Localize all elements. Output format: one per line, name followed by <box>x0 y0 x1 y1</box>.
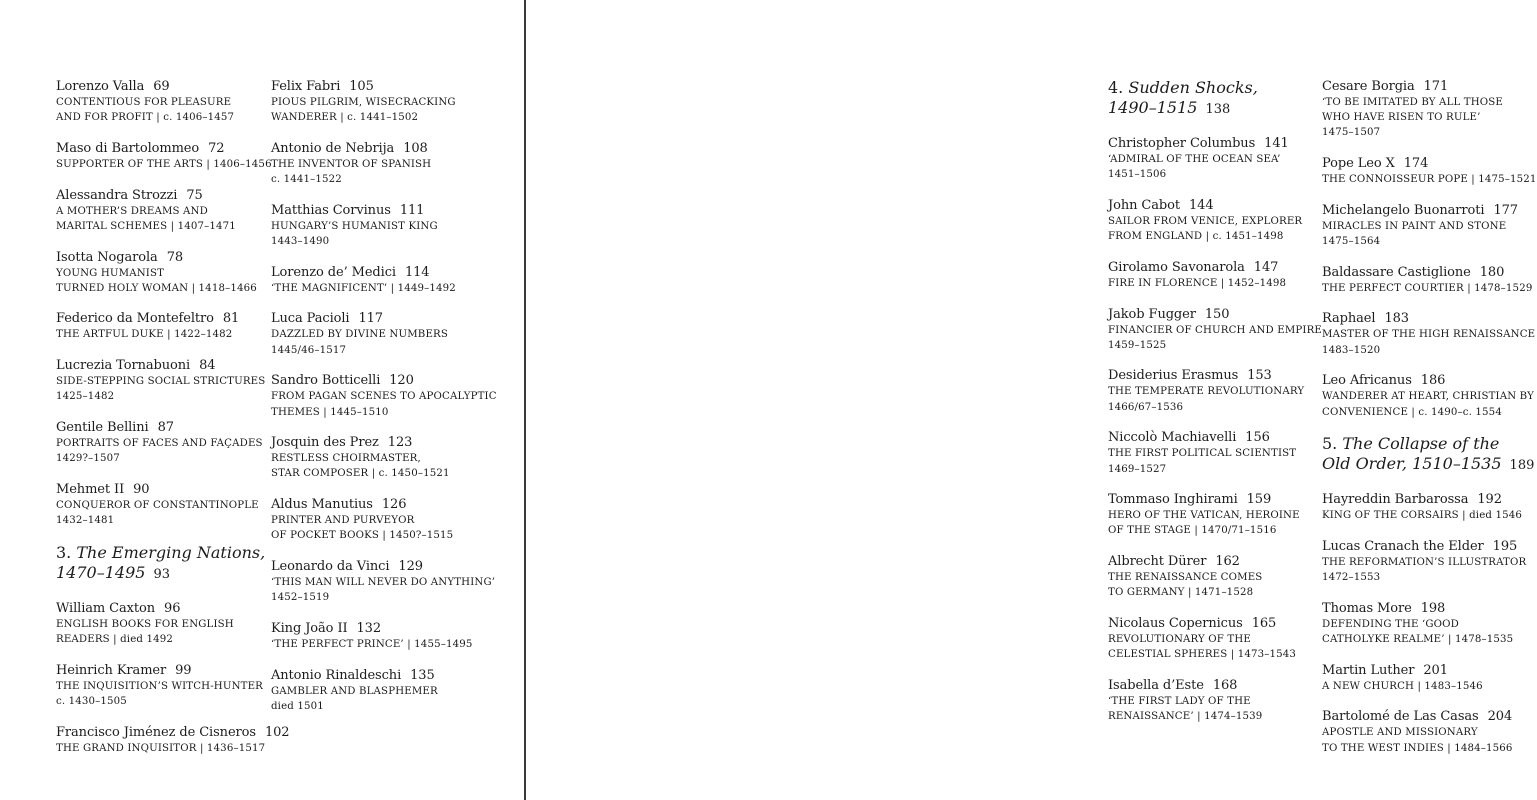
entry-description-line: DEFENDING THE ‘GOOD <box>1322 618 1459 630</box>
entry-description-line: died 1501 <box>271 700 324 712</box>
entry-description-line: PORTRAITS OF FACES AND FAÇADES <box>56 438 263 450</box>
section-number: 3. <box>56 542 72 562</box>
entry-name: Pope Leo X <box>1322 156 1395 172</box>
entry-description-line: THE GRAND INQUISITOR | 1436–1517 <box>56 742 266 754</box>
entry-description-line: APOSTLE AND MISSIONARY <box>1322 727 1478 739</box>
entry-name: Sandro Botticelli <box>271 373 381 389</box>
entry-heading <box>1108 615 1313 632</box>
entry-description-line: READERS | died 1492 <box>56 634 173 646</box>
entry-name: Christopher Columbus <box>1108 136 1256 151</box>
section-page-number: 93 <box>153 566 170 582</box>
entry-name: Nicolaus Copernicus <box>1108 616 1243 632</box>
entry-heading <box>1322 491 1527 508</box>
entry-name: King João II <box>271 620 348 636</box>
toc-entry <box>271 496 486 543</box>
entry-description-line: HERO OF THE VATICAN, HEROINE <box>1108 510 1300 522</box>
entry-page-number: 81 <box>222 311 240 327</box>
entry-description-line: FROM PAGAN SCENES TO APOCALYPTIC <box>271 391 497 403</box>
entry-description-line: ENGLISH BOOKS FOR ENGLISH <box>56 618 234 630</box>
entry-heading <box>271 667 486 684</box>
entry-page-number: 192 <box>1477 492 1502 508</box>
section-dates: 1490–1515 <box>1108 98 1198 117</box>
entry-page-number: 174 <box>1403 156 1429 172</box>
section-number: 4. <box>1108 78 1124 97</box>
entry-heading <box>56 419 256 436</box>
entry-page-number: 141 <box>1264 136 1289 151</box>
entry-page-number: 105 <box>349 79 374 94</box>
entry-page-number: 129 <box>398 559 423 575</box>
entry-description-line: 1443–1490 <box>271 236 330 248</box>
entry-page-number: 126 <box>381 497 407 513</box>
entry-page-number: 147 <box>1253 259 1279 275</box>
entry-heading <box>56 249 256 266</box>
entry-page-number: 153 <box>1247 368 1272 384</box>
toc-entry <box>271 434 486 481</box>
toc-entry <box>1108 197 1313 244</box>
toc-entry <box>1108 677 1313 724</box>
toc-entry <box>1322 372 1534 419</box>
entry-description-line: 1432–1481 <box>56 515 115 527</box>
entry-page-number: 165 <box>1251 616 1277 632</box>
entry-description-line: RESTLESS CHOIRMASTER, <box>271 453 421 465</box>
entry-name: Isabella d’Este <box>1108 677 1204 693</box>
entry-description-line: CONVENIENCE | c. 1490–c. 1554 <box>1322 406 1502 418</box>
toc-entry <box>271 140 486 187</box>
entry-description-line: ‘THE FIRST LADY OF THE <box>1108 695 1251 707</box>
entry-heading <box>271 372 486 389</box>
toc-entry <box>1108 135 1313 182</box>
entry-heading <box>56 662 256 679</box>
entry-name: Josquin des Prez <box>271 435 379 451</box>
entry-description-line: FROM ENGLAND | c. 1451–1498 <box>1108 231 1284 243</box>
entry-description-line: A NEW CHURCH | 1483–1546 <box>1322 680 1483 692</box>
entry-name: Francisco Jiménez de Cisneros <box>56 724 256 740</box>
entry-name: Heinrich Kramer <box>56 662 167 678</box>
entry-description-line: YOUNG HUMANIST <box>56 267 165 279</box>
entry-name: Desiderius Erasmus <box>1108 368 1239 384</box>
entry-page-number: 72 <box>208 140 225 156</box>
entry-heading <box>56 600 256 617</box>
entry-description-line: ‘TO BE IMITATED BY ALL THOSE <box>1322 97 1503 108</box>
entry-description-line: TURNED HOLY WOMAN | 1418–1466 <box>56 282 257 294</box>
entry-page-number: 186 <box>1420 373 1446 389</box>
toc-entry <box>271 667 486 714</box>
entry-page-number: 168 <box>1212 677 1238 693</box>
entry-page-number: 195 <box>1492 538 1518 554</box>
entry-name: Maso di Bartolommeo <box>56 140 200 156</box>
section-dates: 1470–1495 <box>56 562 146 582</box>
entry-page-number: 102 <box>264 724 290 740</box>
entry-description-line: SAILOR FROM VENICE, EXPLORER <box>1108 215 1303 227</box>
section-heading <box>1322 434 1535 476</box>
entry-description-line: THE REFORMATION’S ILLUSTRATOR <box>1322 556 1527 568</box>
toc-entry <box>1108 553 1313 600</box>
entry-description-line: CATHOLYKE REALME’ | 1478–1535 <box>1322 634 1514 646</box>
entry-heading <box>56 140 256 157</box>
entry-heading <box>271 264 486 281</box>
entry-page-number: 108 <box>403 140 428 156</box>
entry-description-line: 1429?–1507 <box>56 453 120 465</box>
section-heading <box>1108 78 1313 120</box>
entry-description-line: CONTENTIOUS FOR PLEASURE <box>56 97 232 108</box>
section-title: The Emerging Nations, <box>76 542 266 562</box>
section-number: 5. <box>1322 434 1338 454</box>
entry-name: Jakob Fugger <box>1108 306 1196 322</box>
entry-name: Niccolò Machiavelli <box>1108 430 1237 446</box>
toc-entry <box>1322 491 1527 523</box>
entry-description-line: 1445/46–1517 <box>271 344 347 356</box>
entry-name: Leonardo da Vinci <box>271 559 390 575</box>
entry-description-line: MIRACLES IN PAINT AND STONE <box>1322 220 1507 232</box>
section-title-line <box>56 542 266 563</box>
right-page <box>526 0 1537 800</box>
entry-page-number: 69 <box>153 79 170 94</box>
entry-description-line: THE CONNOISSEUR POPE | 1475–1521 <box>1322 174 1537 186</box>
entry-heading <box>56 78 256 95</box>
toc-column-3 <box>1108 78 1322 739</box>
section-title-line <box>1108 98 1313 120</box>
section-page-number: 138 <box>1205 102 1231 117</box>
entry-description-line: THE TEMPERATE REVOLUTIONARY <box>1108 386 1305 398</box>
entry-name: Isotta Nogarola <box>56 249 158 265</box>
entry-page-number: 177 <box>1493 202 1518 218</box>
entry-description-line: THE RENAISSANCE COMES <box>1108 572 1263 584</box>
entry-heading <box>271 434 486 451</box>
toc-entry <box>1322 662 1527 694</box>
entry-page-number: 132 <box>356 620 382 636</box>
entry-description-line: 1451–1506 <box>1108 169 1167 181</box>
entry-description-line: WANDERER AT HEART, CHRISTIAN BY <box>1322 391 1534 403</box>
entry-description-line: STAR COMPOSER | c. 1450–1521 <box>271 468 450 480</box>
entry-description-line: 1469–1527 <box>1108 463 1167 475</box>
entry-description-line: CONQUEROR OF CONSTANTINOPLE <box>56 499 259 511</box>
toc-entry <box>56 662 263 709</box>
entry-description-line: TO THE WEST INDIES | 1484–1566 <box>1322 742 1513 754</box>
entry-description-line: THE INVENTOR OF SPANISH <box>271 158 432 170</box>
section-title-line <box>1108 78 1313 98</box>
toc-entry <box>271 264 486 296</box>
toc-entry <box>271 310 486 357</box>
entry-name: Matthias Corvinus <box>271 202 391 218</box>
entry-name: Antonio Rinaldeschi <box>271 667 402 683</box>
entry-page-number: 150 <box>1204 306 1230 322</box>
entry-name: Federico da Montefeltro <box>56 311 214 327</box>
toc-entry <box>56 140 272 172</box>
toc-entry <box>1108 306 1322 353</box>
entry-name: William Caxton <box>56 600 156 616</box>
section-title: Sudden Shocks, <box>1128 78 1258 97</box>
entry-heading <box>56 481 256 498</box>
entry-description-line: ‘THIS MAN WILL NEVER DO ANYTHING’ <box>271 577 496 589</box>
toc-entry <box>1108 429 1313 476</box>
entry-description-line: ‘THE PERFECT PRINCE’ | 1455–1495 <box>271 638 473 650</box>
entry-name: Lorenzo Valla <box>56 79 145 94</box>
toc-entry <box>1322 78 1527 141</box>
toc-entry <box>271 558 496 605</box>
entry-page-number: 159 <box>1246 492 1272 508</box>
toc-entry <box>271 372 497 419</box>
toc-entry <box>56 724 290 756</box>
entry-page-number: 135 <box>410 667 435 683</box>
toc-entry <box>56 78 256 125</box>
entry-name: Antonio de Nebrija <box>271 140 395 156</box>
toc-entry <box>56 419 263 466</box>
entry-description-line: TO GERMANY | 1471–1528 <box>1108 587 1254 599</box>
toc-entry <box>56 310 256 342</box>
entry-page-number: 198 <box>1420 600 1446 616</box>
entry-description-line: OF POCKET BOOKS | 1450?–1515 <box>271 530 454 542</box>
entry-heading <box>56 724 290 741</box>
entry-description-line: THE ARTFUL DUKE | 1422–1482 <box>56 329 233 341</box>
entry-description-line: FINANCIER OF CHURCH AND EMPIRE <box>1108 324 1322 336</box>
toc-entry <box>1322 310 1536 357</box>
toc-entry <box>1322 708 1527 755</box>
entry-description-line: THEMES | 1445–1510 <box>271 406 389 418</box>
entry-heading <box>56 357 256 374</box>
entry-description-line: WHO HAVE RISEN TO RULE’ <box>1322 112 1481 124</box>
entry-heading <box>271 78 486 95</box>
entry-heading <box>1108 553 1313 570</box>
entry-page-number: 171 <box>1423 79 1449 94</box>
entry-heading <box>271 496 486 513</box>
entry-name: Martin Luther <box>1322 662 1415 678</box>
entry-description-line: SUPPORTER OF THE ARTS | 1406–1456 <box>56 158 272 170</box>
entry-heading <box>1322 155 1527 172</box>
toc-entry <box>56 187 256 234</box>
toc-column-4 <box>1322 78 1537 770</box>
entry-heading <box>1322 708 1527 725</box>
toc-entry <box>1322 155 1537 187</box>
entry-name: John Cabot <box>1108 197 1180 213</box>
entry-description-line: 1475–1507 <box>1322 127 1381 139</box>
entry-page-number: 183 <box>1384 311 1409 327</box>
entry-heading <box>1322 600 1527 617</box>
entry-name: Gentile Bellini <box>56 420 149 436</box>
entry-page-number: 96 <box>164 600 181 616</box>
entry-page-number: 156 <box>1245 430 1270 446</box>
entry-name: Luca Pacioli <box>271 311 350 327</box>
entry-heading <box>1322 310 1527 327</box>
entry-description-line: THE PERFECT COURTIER | 1478–1529 <box>1322 282 1533 294</box>
entry-heading <box>1108 135 1313 152</box>
entry-description-line: c. 1441–1522 <box>271 174 342 186</box>
entry-description-line: A MOTHER’S DREAMS AND <box>56 205 208 217</box>
entry-description-line: FIRE IN FLORENCE | 1452–1498 <box>1108 277 1287 289</box>
entry-description-line: PIOUS PILGRIM, WISECRACKING <box>271 97 456 108</box>
section-heading <box>56 542 266 585</box>
entry-name: Raphael <box>1322 311 1376 327</box>
entry-page-number: 90 <box>133 481 150 497</box>
entry-description-line: MASTER OF THE HIGH RENAISSANCE <box>1322 329 1536 341</box>
section-title-line <box>1322 434 1527 454</box>
toc-entry <box>271 202 486 249</box>
left-page <box>0 0 524 800</box>
entry-heading <box>56 310 256 327</box>
entry-name: Felix Fabri <box>271 79 341 94</box>
toc-entry <box>56 249 256 296</box>
entry-description-line: HUNGARY’S HUMANIST KING <box>271 220 438 232</box>
entry-name: Thomas More <box>1322 600 1412 616</box>
entry-page-number: 120 <box>389 373 414 389</box>
entry-name: Lorenzo de’ Medici <box>271 264 396 280</box>
entry-description-line: AND FOR PROFIT | c. 1406–1457 <box>56 112 235 124</box>
entry-heading <box>1322 372 1527 389</box>
entry-page-number: 111 <box>399 202 425 218</box>
toc-entry <box>271 78 486 125</box>
entry-name: Mehmet II <box>56 481 125 497</box>
entry-heading <box>1108 197 1313 214</box>
toc-entry <box>1322 600 1527 647</box>
entry-heading <box>271 620 486 637</box>
entry-description-line: 1459–1525 <box>1108 339 1167 351</box>
entry-heading <box>1108 491 1313 508</box>
entry-name: Michelangelo Buonarroti <box>1322 202 1485 218</box>
toc-entry <box>56 481 259 528</box>
entry-description-line: 1472–1553 <box>1322 572 1381 584</box>
entry-page-number: 87 <box>157 420 174 436</box>
entry-name: Aldus Manutius <box>271 497 373 513</box>
entry-heading <box>1322 78 1527 95</box>
toc-entry <box>1108 259 1313 291</box>
entry-description-line: REVOLUTIONARY OF THE <box>1108 634 1251 646</box>
entry-name: Hayreddin Barbarossa <box>1322 492 1469 508</box>
entry-heading <box>1108 429 1313 446</box>
entry-description-line: WANDERER | c. 1441–1502 <box>271 112 419 124</box>
entry-heading <box>271 558 486 575</box>
entry-description-line: MARITAL SCHEMES | 1407–1471 <box>56 220 236 232</box>
entry-heading <box>1322 662 1527 679</box>
entry-description-line: OF THE STAGE | 1470/71–1516 <box>1108 525 1277 537</box>
entry-heading <box>56 187 256 204</box>
entry-description-line: 1475–1564 <box>1322 236 1381 248</box>
entry-description-line: DAZZLED BY DIVINE NUMBERS <box>271 329 448 341</box>
entry-name: Leo Africanus <box>1322 373 1412 389</box>
toc-entry <box>271 620 486 652</box>
entry-name: Lucas Cranach the Elder <box>1322 538 1484 554</box>
entry-page-number: 201 <box>1423 662 1448 678</box>
toc-entry <box>1322 202 1527 249</box>
section-dates: Old Order, 1510–1535 <box>1322 454 1502 474</box>
entry-page-number: 114 <box>404 264 430 280</box>
entry-heading <box>1322 264 1527 281</box>
entry-name: Cesare Borgia <box>1322 79 1415 94</box>
entry-heading <box>271 202 486 219</box>
entry-description-line: SIDE-STEPPING SOCIAL STRICTURES <box>56 376 266 388</box>
entry-page-number: 204 <box>1487 709 1513 725</box>
entry-description-line: 1483–1520 <box>1322 344 1381 356</box>
entry-page-number: 75 <box>186 187 203 203</box>
entry-description-line: RENAISSANCE’ | 1474–1539 <box>1108 711 1263 723</box>
toc-entry <box>1322 538 1527 585</box>
entry-page-number: 78 <box>166 249 184 265</box>
entry-heading <box>1108 367 1313 384</box>
entry-name: Albrecht Dürer <box>1108 554 1207 570</box>
toc-entry <box>1108 367 1313 414</box>
entry-name: Girolamo Savonarola <box>1108 259 1245 275</box>
entry-description-line: THE FIRST POLITICAL SCIENTIST <box>1108 448 1297 460</box>
entry-page-number: 162 <box>1215 554 1240 570</box>
entry-heading <box>1108 306 1313 323</box>
entry-name: Tommaso Inghirami <box>1108 492 1238 508</box>
section-title: The Collapse of the <box>1342 434 1500 454</box>
entry-page-number: 117 <box>358 311 383 327</box>
toc-entry <box>1108 615 1313 662</box>
section-title-line <box>56 563 256 585</box>
entry-heading <box>271 140 486 157</box>
section-title-line <box>1322 454 1535 476</box>
entry-description-line: c. 1430–1505 <box>56 695 127 707</box>
toc-entry <box>1108 491 1313 538</box>
entry-page-number: 144 <box>1189 197 1214 213</box>
entry-description-line: CELESTIAL SPHERES | 1473–1543 <box>1108 649 1297 661</box>
entry-description-line: 1466/67–1536 <box>1108 401 1184 413</box>
section-page-number: 189 <box>1509 458 1535 474</box>
entry-heading <box>1108 677 1313 694</box>
entry-name: Bartolomé de Las Casas <box>1322 709 1479 725</box>
entry-heading <box>1108 259 1313 276</box>
entry-heading <box>1322 202 1527 219</box>
toc-entry <box>1322 264 1533 296</box>
toc-entry <box>56 600 256 647</box>
entry-heading <box>1322 538 1527 555</box>
entry-description-line: ‘THE MAGNIFICENT’ | 1449–1492 <box>271 282 456 294</box>
entry-name: Baldassare Castiglione <box>1322 264 1471 280</box>
entry-description-line: GAMBLER AND BLASPHEMER <box>271 685 438 697</box>
entry-description-line: PRINTER AND PURVEYOR <box>271 515 415 527</box>
entry-description-line: THE INQUISITION’S WITCH-HUNTER <box>56 680 263 692</box>
entry-description-line: KING OF THE CORSAIRS | died 1546 <box>1322 510 1522 522</box>
toc-column-1 <box>56 78 290 770</box>
entry-heading <box>271 310 486 327</box>
entry-name: Lucrezia Tornabuoni <box>56 358 191 374</box>
entry-page-number: 180 <box>1479 264 1505 280</box>
entry-description-line: ‘ADMIRAL OF THE OCEAN SEA’ <box>1108 154 1281 165</box>
entry-page-number: 84 <box>199 358 216 374</box>
entry-description-line: 1452–1519 <box>271 592 330 604</box>
entry-name: Alessandra Strozzi <box>56 187 178 203</box>
entry-page-number: 123 <box>387 435 413 451</box>
toc-column-2 <box>271 78 497 729</box>
entry-description-line: 1425–1482 <box>56 391 115 403</box>
toc-entry <box>56 357 266 404</box>
entry-page-number: 99 <box>175 662 192 678</box>
